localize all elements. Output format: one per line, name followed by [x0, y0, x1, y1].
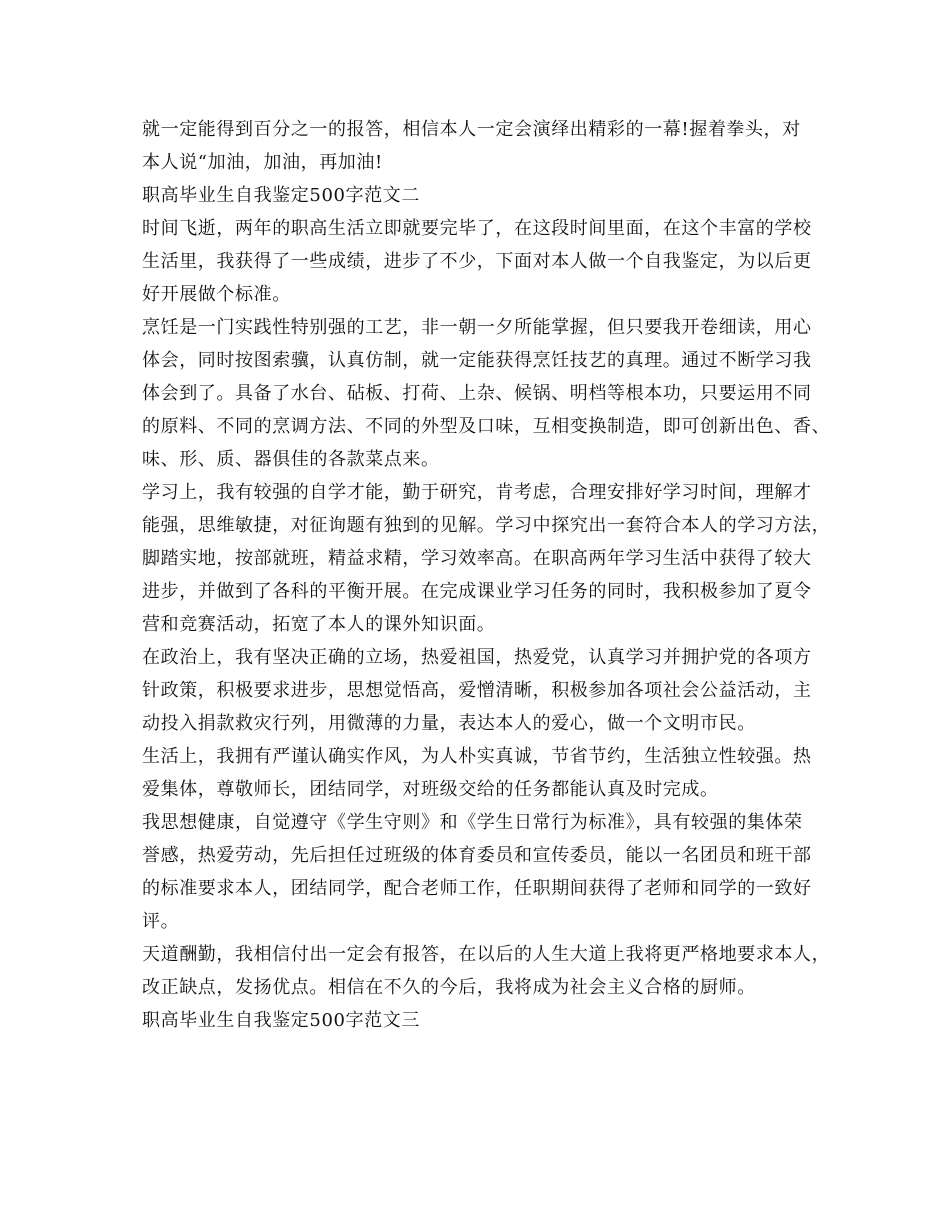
document-body: [142, 113, 832, 1037]
section-heading-three: 职高毕业生自我鉴定500字范文三: [142, 1010, 420, 1031]
paragraph-time-flies: 时间飞逝，两年的职高生活立即就要完毕了，在这段时间里面，在这个丰富的学校 生活里，我获得了一些成绩，进步了不少，下面对本人做一个自我鉴定，为以后更 好开展做个标准。: [142, 218, 812, 305]
paragraph-cooking: 烹饪是一门实践性特别强的工艺，非一朝一夕所能掌握，但只要我开卷细读，用心 体会，同时按图索骥，认真仿制，就一定能获得烹饪技艺的真理。通过不断学习我 体会到了。具备了水台、砧板、打荷、上杂、候锅、明档等根本功，只要运用不同 的原料、不同的烹调方法、不同的外型及口味，互相变换制造，即可创新出色、香、 味、形、质、器俱佳的各款菜点来。: [142, 317, 831, 470]
paragraph-study: 学习上，我有较强的自学才能，勤于研究，肯考虑，合理安排好学习时间，理解才 能强，思维敏捷，对征询题有独到的见解。学习中探究出一套符合本人的学习方法， 脚踏实地，按部就班，精益求精，学习效率高。在职高两年学习生活中获得了较大 进步，并做到了各科的平衡开展。在完成课业学习任务的同时，我积极参加了夏令 营和竞赛活动，拓宽了本人的课外知识面。: [142, 482, 831, 635]
paragraph-intro-continued: 就一定能得到百分之一的报答，相信本人一定会演绎出精彩的一幕!握着拳头，对 本人说“加油，加油，再加油!: [142, 119, 801, 173]
section-heading-two: 职高毕业生自我鉴定500字范文二: [142, 185, 420, 206]
paragraph-character: 我思想健康，自觉遵守《学生守则》和《学生日常行为标准》，具有较强的集体荣 誉感，热爱劳动，先后担任过班级的体育委员和宣传委员，能以一名团员和班干部 的标准要求本人，团结同学，配合老师工作，任职期间获得了老师和同学的一致好 评。: [142, 812, 812, 932]
paragraph-life: 生活上，我拥有严谨认确实作风，为人朴实真诚，节省节约，生活独立性较强。热 爱集体，尊敬师长，团结同学，对班级交给的任务都能认真及时完成。: [142, 746, 812, 800]
paragraph-conclusion: 天道酬勤，我相信付出一定会有报答，在以后的人生大道上我将更严格地要求本人， 改正缺点，发扬优点。相信在不久的今后，我将成为社会主义合格的厨师。: [142, 944, 831, 998]
paragraph-politics: 在政治上，我有坚决正确的立场，热爱祖国，热爱党，认真学习并拥护党的各项方 针政策，积极要求进步，思想觉悟高，爱憎清晰，积极参加各项社会公益活动，主 动投入捐款救灾行列，用微薄的力量，表达本人的爱心，做一个文明市民。: [142, 647, 812, 734]
